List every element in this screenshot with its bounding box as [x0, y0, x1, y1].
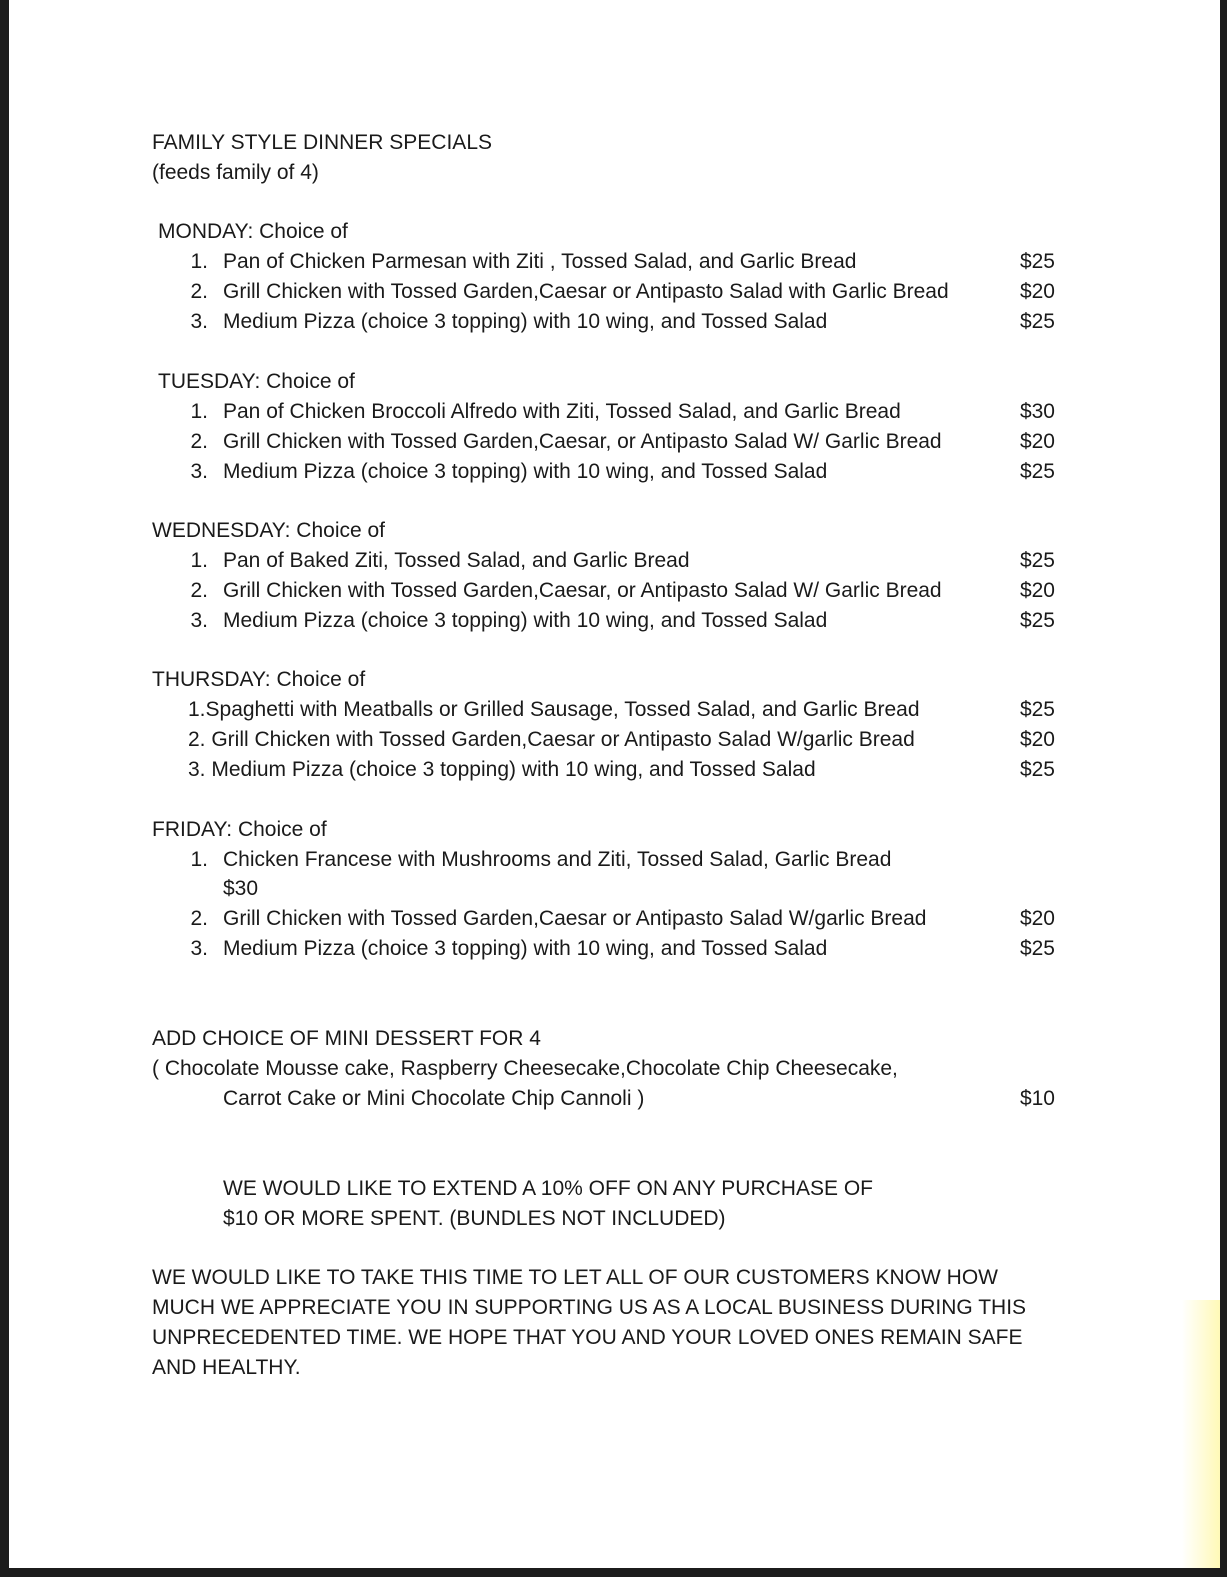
item-number: 3.	[190, 937, 208, 960]
discount-line-1: WE WOULD LIKE TO EXTEND A 10% OFF ON ANY PURCHASE OF	[223, 1177, 873, 1200]
monday-item-2: Grill Chicken with Tossed Garden,Caesar or Antipasto Salad with Garlic Bread	[223, 280, 949, 303]
tuesday-item-1-price: $30	[1019, 400, 1055, 423]
closing-line-4: AND HEALTHY.	[152, 1356, 301, 1379]
item-number: 2.	[190, 430, 208, 453]
tuesday-heading: TUESDAY: Choice of	[158, 370, 355, 393]
tuesday-item-1: Pan of Chicken Broccoli Alfredo with Ziti, Tossed Salad, and Garlic Bread	[223, 400, 901, 423]
tuesday-item-2: Grill Chicken with Tossed Garden,Caesar, or Antipasto Salad W/ Garlic Bread	[223, 430, 942, 453]
monday-item-1: Pan of Chicken Parmesan with Ziti , Tossed Salad, and Garlic Bread	[223, 250, 857, 273]
discount-line-2: $10 OR MORE SPENT. (BUNDLES NOT INCLUDED)	[223, 1207, 726, 1230]
wednesday-item-1-price: $25	[1019, 549, 1055, 572]
dessert-options-line-1: ( Chocolate Mousse cake, Raspberry Cheesecake,Chocolate Chip Cheesecake,	[152, 1057, 898, 1080]
bottom-frame-border	[0, 1568, 1227, 1577]
thursday-item-2-price: $20	[1019, 728, 1055, 751]
wednesday-item-3: Medium Pizza (choice 3 topping) with 10 wing, and Tossed Salad	[223, 609, 828, 632]
wednesday-item-2-price: $20	[1019, 579, 1055, 602]
item-number: 1.	[190, 400, 208, 423]
monday-item-1-price: $25	[1019, 250, 1055, 273]
wednesday-item-3-price: $25	[1019, 609, 1055, 632]
thursday-item-1-price: $25	[1019, 698, 1055, 721]
item-number: 3.	[190, 310, 208, 333]
right-frame-border	[1220, 0, 1227, 1577]
dessert-heading: ADD CHOICE OF MINI DESSERT FOR 4	[152, 1027, 541, 1050]
friday-item-2: Grill Chicken with Tossed Garden,Caesar or Antipasto Salad W/garlic Bread	[223, 907, 927, 930]
page-subtitle: (feeds family of 4)	[152, 161, 319, 184]
wednesday-item-1: Pan of Baked Ziti, Tossed Salad, and Garlic Bread	[223, 549, 690, 572]
thursday-item-2: 2. Grill Chicken with Tossed Garden,Caesar or Antipasto Salad W/garlic Bread	[188, 728, 915, 751]
friday-item-1-price: $30	[223, 877, 259, 900]
tuesday-item-2-price: $20	[1019, 430, 1055, 453]
item-number: 3.	[190, 609, 208, 632]
item-number: 1.	[190, 549, 208, 572]
monday-item-3-price: $25	[1019, 310, 1055, 333]
friday-item-1: Chicken Francese with Mushrooms and Ziti, Tossed Salad, Garlic Bread	[223, 848, 892, 871]
monday-heading: MONDAY: Choice of	[158, 220, 348, 243]
item-number: 2.	[190, 280, 208, 303]
wednesday-heading: WEDNESDAY: Choice of	[152, 519, 386, 542]
closing-line-2: MUCH WE APPRECIATE YOU IN SUPPORTING US AS A LOCAL BUSINESS DURING THIS	[152, 1296, 1027, 1319]
monday-item-3: Medium Pizza (choice 3 topping) with 10 wing, and Tossed Salad	[223, 310, 828, 333]
item-number: 3.	[190, 460, 208, 483]
highlight-mark	[1182, 1300, 1220, 1568]
thursday-item-1: 1.Spaghetti with Meatballs or Grilled Sausage, Tossed Salad, and Garlic Bread	[188, 698, 920, 721]
friday-item-3: Medium Pizza (choice 3 topping) with 10 wing, and Tossed Salad	[223, 937, 828, 960]
left-frame-border	[0, 0, 9, 1577]
friday-heading: FRIDAY: Choice of	[152, 818, 327, 841]
tuesday-item-3-price: $25	[1019, 460, 1055, 483]
dessert-price: $10	[1019, 1087, 1055, 1110]
closing-line-1: WE WOULD LIKE TO TAKE THIS TIME TO LET ALL OF OUR CUSTOMERS KNOW HOW	[152, 1266, 998, 1289]
closing-line-3: UNPRECEDENTED TIME. WE HOPE THAT YOU AND YOUR LOVED ONES REMAIN SAFE	[152, 1326, 1023, 1349]
thursday-item-3-price: $25	[1019, 758, 1055, 781]
thursday-item-3: 3. Medium Pizza (choice 3 topping) with 10 wing, and Tossed Salad	[188, 758, 816, 781]
item-number: 1.	[190, 848, 208, 871]
item-number: 2.	[190, 907, 208, 930]
item-number: 1.	[190, 250, 208, 273]
item-number: 2.	[190, 579, 208, 602]
page-title: FAMILY STYLE DINNER SPECIALS	[152, 131, 492, 154]
tuesday-item-3: Medium Pizza (choice 3 topping) with 10 wing, and Tossed Salad	[223, 460, 828, 483]
thursday-heading: THURSDAY: Choice of	[152, 668, 366, 691]
friday-item-2-price: $20	[1019, 907, 1055, 930]
monday-item-2-price: $20	[1019, 280, 1055, 303]
friday-item-3-price: $25	[1019, 937, 1055, 960]
wednesday-item-2: Grill Chicken with Tossed Garden,Caesar, or Antipasto Salad W/ Garlic Bread	[223, 579, 942, 602]
dessert-options-line-2: Carrot Cake or Mini Chocolate Chip Cannoli )	[223, 1087, 645, 1110]
